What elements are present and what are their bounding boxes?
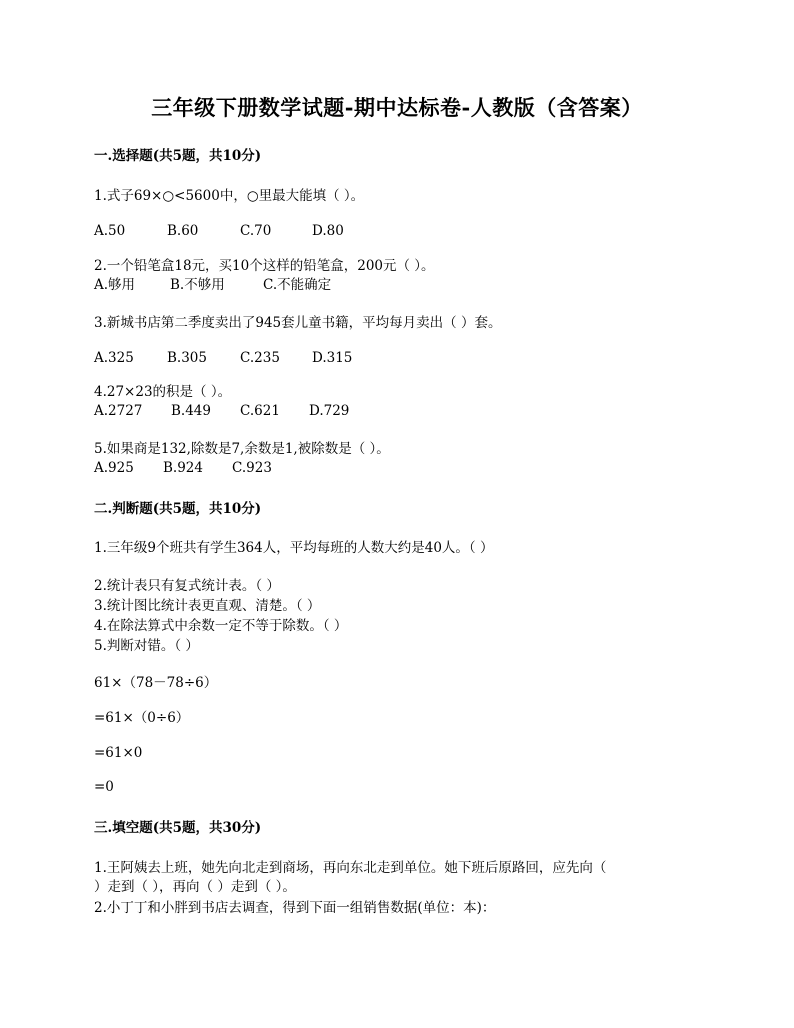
option-d: D.80	[312, 223, 344, 239]
option-c: C.不能确定	[263, 277, 332, 293]
section-heading-choice: 一.选择题(共5题，共10分)	[94, 148, 262, 164]
question-stem: 2.一个铅笔盒18元，买10个这样的铅笔盒，200元（ ）。	[94, 258, 435, 274]
option-b: B.449	[171, 403, 211, 419]
option-a: A.925	[94, 460, 134, 476]
option-d: D.315	[312, 350, 353, 366]
section-heading-judge: 二.判断题(共5题，共10分)	[94, 501, 262, 517]
page-title: 三年级下册数学试题-期中达标卷-人教版（含答案）	[151, 95, 643, 120]
calc-line: =61×0	[94, 745, 143, 761]
section-heading-fill: 三.填空题(共5题，共30分)	[94, 820, 262, 836]
option-c: C.621	[240, 403, 280, 419]
option-a: A.够用	[94, 277, 136, 293]
question-stem: 3.统计图比统计表更直观、清楚。（ ）	[94, 598, 321, 614]
question-stem: 2.统计表只有复式统计表。（ ）	[94, 578, 280, 594]
question-stem: 1.王阿姨去上班，她先向北走到商场，再向东北走到单位。她下班后原路回，应先向（	[94, 860, 607, 876]
calc-line: =0	[94, 779, 114, 795]
option-b: B.924	[163, 460, 203, 476]
option-c: C.923	[232, 460, 272, 476]
question-stem: 2.小丁丁和小胖到书店去调查，得到下面一组销售数据(单位：本)：	[94, 900, 496, 916]
option-a: A.50	[94, 223, 126, 239]
option-d: D.729	[309, 403, 350, 419]
option-c: C.235	[240, 350, 280, 366]
option-b: B.60	[167, 223, 199, 239]
question-stem: 5.如果商是132,除数是7,余数是1,被除数是（ ）。	[94, 441, 390, 457]
question-stem-continued: ）走到（ ），再向（ ）走到（ ）。	[94, 879, 296, 895]
calc-line: 61×（78－78÷6）	[94, 675, 218, 691]
option-b: B.不够用	[170, 277, 225, 293]
question-stem: 5.判断对错。（ ）	[94, 638, 199, 654]
question-stem: 4.27×23的积是（ ）。	[94, 384, 232, 400]
question-stem: 1.式子69×○<5600中，○里最大能填（ ）。	[94, 188, 365, 204]
question-stem: 3.新城书店第二季度卖出了945套儿童书籍，平均每月卖出（ ）套。	[94, 315, 502, 331]
question-stem: 4.在除法算式中余数一定不等于除数。（ ）	[94, 618, 348, 634]
option-a: A.2727	[94, 403, 143, 419]
question-stem: 1.三年级9个班共有学生364人，平均每班的人数大约是40人。（ ）	[94, 540, 494, 556]
option-b: B.305	[167, 350, 207, 366]
option-a: A.325	[94, 350, 134, 366]
calc-line: =61×（0÷6）	[94, 710, 190, 726]
option-c: C.70	[240, 223, 272, 239]
